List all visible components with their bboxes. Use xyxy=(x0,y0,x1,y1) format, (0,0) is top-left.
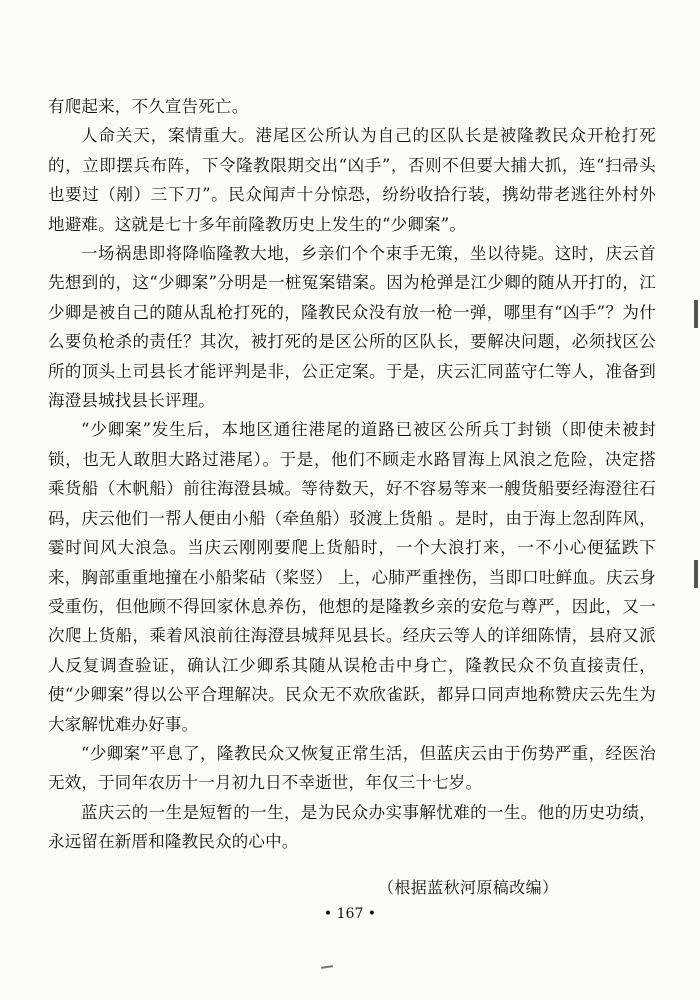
paragraph-6: 蓝庆云的一生是短暂的一生，是为民众办实事解忧难的一生。他的历史功绩，永远留在新厝和隆教民众的心中。 xyxy=(48,802,656,852)
source-attribution: （根据蓝秋河原稿改编） xyxy=(378,878,559,897)
page-number: • 167 • xyxy=(323,906,377,922)
paragraph-2: 人命关天，案情重大。港尾区公所认为自己的区队长是被隆教民众开枪打死的，立即摆兵布阵，下令隆教限期交出“凶手”，否则不但要大捕大抓，连“扫帚头也要过（剐）三下刀”。民众闻声十分惊恐，纷纷收拾行装，携幼带老逃往外村外地避难。这就是七十多年前隆教历史上发生的“少卿案”。 xyxy=(48,126,656,234)
scan-speck xyxy=(321,965,333,969)
paragraph-5: “少卿案”平息了，隆教民众又恢复正常生活，但蓝庆云由于伤势严重，经医治无效，于同年农历十一月初九日不幸逝世，年仅三十七岁。 xyxy=(48,743,656,793)
paragraph-1: 有爬起来，不久宣告死亡。 xyxy=(48,97,249,116)
body-text xyxy=(48,92,656,857)
paragraph-4: “少卿案”发生后，本地区通往港尾的道路已被区公所兵丁封锁（即使未被封锁，也无人敢胆大路过港尾）。于是，他们不顾走水路冒海上风浪之危险，决定搭乘货船（木帆船）前往海澄县城。等待数天，好不容易等来一艘货船要经海澄往石码，庆云他们一帮人便由小船（牵鱼船）驳渡上货船 。是时，由于海上忽刮阵风，霎时间风大浪急。当庆云刚刚要爬上货船时，一个大浪打来，一不小心便猛跌下来，胸部重重地撞在小船桨砧（桨竖） 上，心肺严重挫伤，当即口吐鲜血。庆云身受重伤，但他顾不得回家休息养伤，他想的是隆教乡亲的安危与尊严，因此，又一次爬上货船，乘着风浪前往海澄县城拜见县长。经庆云等人的详细陈情，县府又派人反复调查验证，确认江少卿系其随从误枪击中身亡，隆教民众不负直接责任，使“少卿案”得以公平合理解决。民众无不欢欣雀跃，都异口同声地称赞庆云先生为大家解忧难办好事。 xyxy=(48,420,656,734)
scan-edge-mark xyxy=(694,300,698,328)
scan-edge-mark xyxy=(694,560,698,588)
paragraph-3: 一场祸患即将降临隆教大地，乡亲们个个束手无策，坐以待毙。这时，庆云首先想到的，这“少卿案”分明是一桩冤案错案。因为枪弹是江少卿的随从开打的，江少卿是被自己的随从乱枪打死的，隆教民众没有放一枪一弹，哪里有“凶手”？为什么要负枪杀的责任？其次，被打死的是区公所的区队长，要解决问题，必须找区公所的顶头上司县长才能评判是非，公正定案。于是，庆云汇同蓝守仁等人，准备到海澄县城找县长评理。 xyxy=(48,244,656,411)
